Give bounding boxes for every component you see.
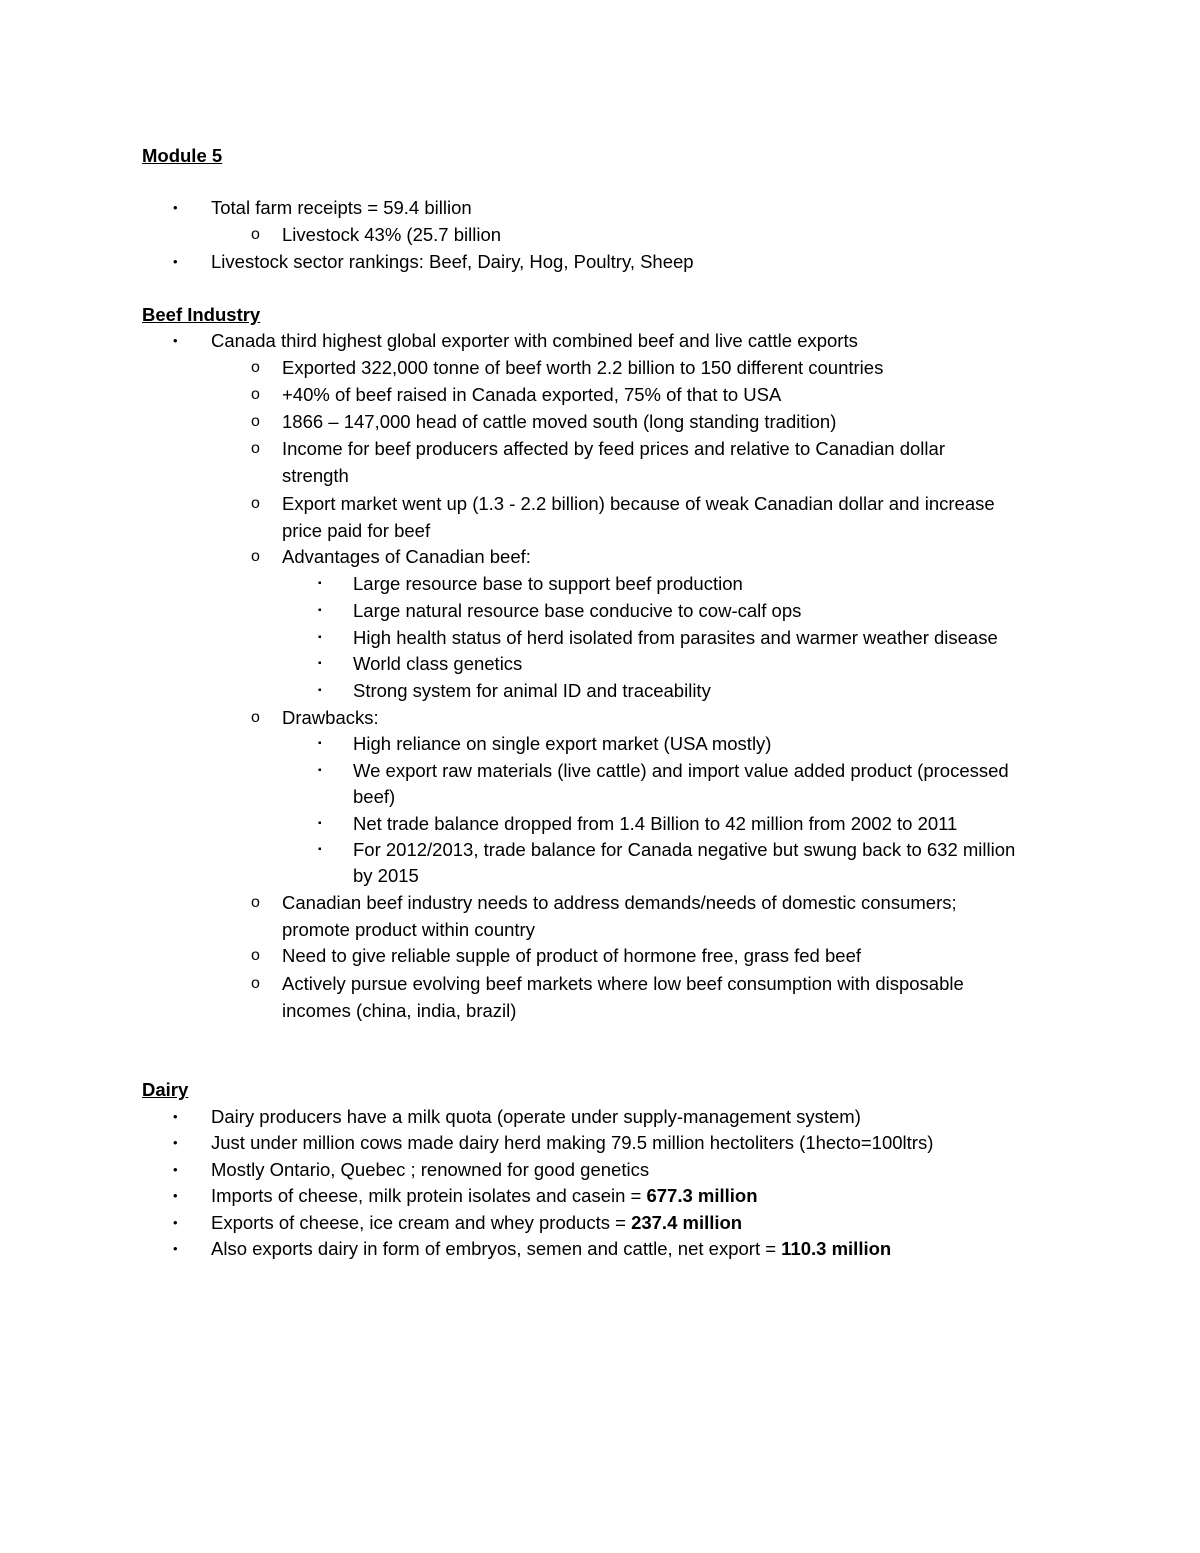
list-item: +40% of beef raised in Canada exported, 75% of that to USA bbox=[282, 384, 782, 405]
square-marker: ▪ bbox=[318, 632, 322, 643]
list-item: Canada third highest global exporter with combined beef and live cattle exports bbox=[211, 330, 858, 351]
list-item: High reliance on single export market (USA mostly) bbox=[353, 733, 772, 754]
list-item: High health status of herd isolated from parasites and warmer weather disease bbox=[353, 627, 998, 648]
list-item: Livestock sector rankings: Beef, Dairy, Hog, Poultry, Sheep bbox=[211, 251, 694, 272]
circle-marker: o bbox=[251, 947, 260, 964]
section-heading-dairy: Dairy bbox=[142, 1079, 189, 1100]
bullet-marker: • bbox=[173, 1241, 178, 1256]
bullet-marker: • bbox=[173, 1135, 178, 1150]
item-value: 677.3 million bbox=[646, 1185, 758, 1206]
list-item: Exported 322,000 tonne of beef worth 2.2 billion to 150 different countries bbox=[282, 357, 884, 378]
square-marker: ▪ bbox=[318, 578, 322, 589]
circle-marker: o bbox=[251, 975, 260, 992]
list-item-continuation: by 2015 bbox=[353, 865, 419, 886]
square-marker: ▪ bbox=[318, 844, 322, 855]
circle-marker: o bbox=[251, 386, 260, 403]
list-item: Mostly Ontario, Quebec ; renowned for good genetics bbox=[211, 1159, 650, 1180]
list-item-continuation: promote product within country bbox=[282, 919, 535, 940]
circle-marker: o bbox=[251, 894, 260, 911]
list-item: Dairy producers have a milk quota (operate under supply-management system) bbox=[211, 1106, 861, 1127]
square-marker: ▪ bbox=[318, 605, 322, 616]
list-item: Advantages of Canadian beef: bbox=[282, 546, 531, 567]
bullet-marker: • bbox=[173, 254, 178, 269]
list-item: Canadian beef industry needs to address demands/needs of domestic consumers; bbox=[282, 892, 957, 913]
square-marker: ▪ bbox=[318, 658, 322, 669]
list-item-continuation: price paid for beef bbox=[282, 520, 431, 541]
item-text: Also exports dairy in form of embryos, semen and cattle, net export = bbox=[211, 1238, 782, 1259]
circle-marker: o bbox=[251, 226, 260, 243]
square-marker: ▪ bbox=[318, 738, 322, 749]
item-value: 237.4 million bbox=[631, 1212, 743, 1233]
list-item-continuation: beef) bbox=[353, 786, 396, 807]
circle-marker: o bbox=[251, 495, 260, 512]
list-item: Strong system for animal ID and traceability bbox=[353, 680, 711, 701]
list-item: Actively pursue evolving beef markets where low beef consumption with disposable bbox=[282, 973, 964, 994]
square-marker: ▪ bbox=[318, 765, 322, 776]
list-item: Just under million cows made dairy herd making 79.5 million hectoliters (1hecto=100ltrs) bbox=[211, 1132, 934, 1153]
circle-marker: o bbox=[251, 548, 260, 565]
square-marker: ▪ bbox=[318, 685, 322, 696]
list-item bbox=[211, 1183, 758, 1209]
item-value: 110.3 million bbox=[781, 1238, 892, 1259]
bullet-marker: • bbox=[173, 1188, 178, 1203]
list-item: We export raw materials (live cattle) and import value added product (processed bbox=[353, 760, 1009, 781]
circle-marker: o bbox=[251, 709, 260, 726]
list-item bbox=[211, 1210, 742, 1236]
bullet-marker: • bbox=[173, 1109, 178, 1124]
list-item: Large natural resource base conducive to cow-calf ops bbox=[353, 600, 802, 621]
circle-marker: o bbox=[251, 440, 260, 457]
list-item: 1866 – 147,000 head of cattle moved south (long standing tradition) bbox=[282, 411, 837, 432]
list-item: Export market went up (1.3 - 2.2 billion) because of weak Canadian dollar and increase bbox=[282, 493, 995, 514]
list-item: Drawbacks: bbox=[282, 707, 379, 728]
bullet-marker: • bbox=[173, 200, 178, 215]
list-item: Large resource base to support beef production bbox=[353, 573, 743, 594]
list-item: Net trade balance dropped from 1.4 Billion to 42 million from 2002 to 2011 bbox=[353, 813, 958, 834]
list-item: Income for beef producers affected by feed prices and relative to Canadian dollar bbox=[282, 438, 945, 459]
circle-marker: o bbox=[251, 359, 260, 376]
list-item: Total farm receipts = 59.4 billion bbox=[211, 197, 472, 218]
square-marker: ▪ bbox=[318, 818, 322, 829]
item-text: Imports of cheese, milk protein isolates and casein = bbox=[211, 1185, 647, 1206]
bullet-marker: • bbox=[173, 333, 178, 348]
list-item bbox=[211, 1236, 891, 1262]
bullet-marker: • bbox=[173, 1162, 178, 1177]
circle-marker: o bbox=[251, 413, 260, 430]
list-item: Livestock 43% (25.7 billion bbox=[282, 224, 502, 245]
item-text: Exports of cheese, ice cream and whey products = bbox=[211, 1212, 632, 1233]
page-title: Module 5 bbox=[142, 145, 223, 166]
list-item: Need to give reliable supple of product of hormone free, grass fed beef bbox=[282, 945, 861, 966]
list-item-continuation: strength bbox=[282, 465, 349, 486]
list-item: World class genetics bbox=[353, 653, 523, 674]
section-heading-beef: Beef Industry bbox=[142, 304, 261, 325]
list-item-continuation: incomes (china, india, brazil) bbox=[282, 1000, 517, 1021]
bullet-marker: • bbox=[173, 1215, 178, 1230]
list-item: For 2012/2013, trade balance for Canada negative but swung back to 632 million bbox=[353, 839, 1016, 860]
